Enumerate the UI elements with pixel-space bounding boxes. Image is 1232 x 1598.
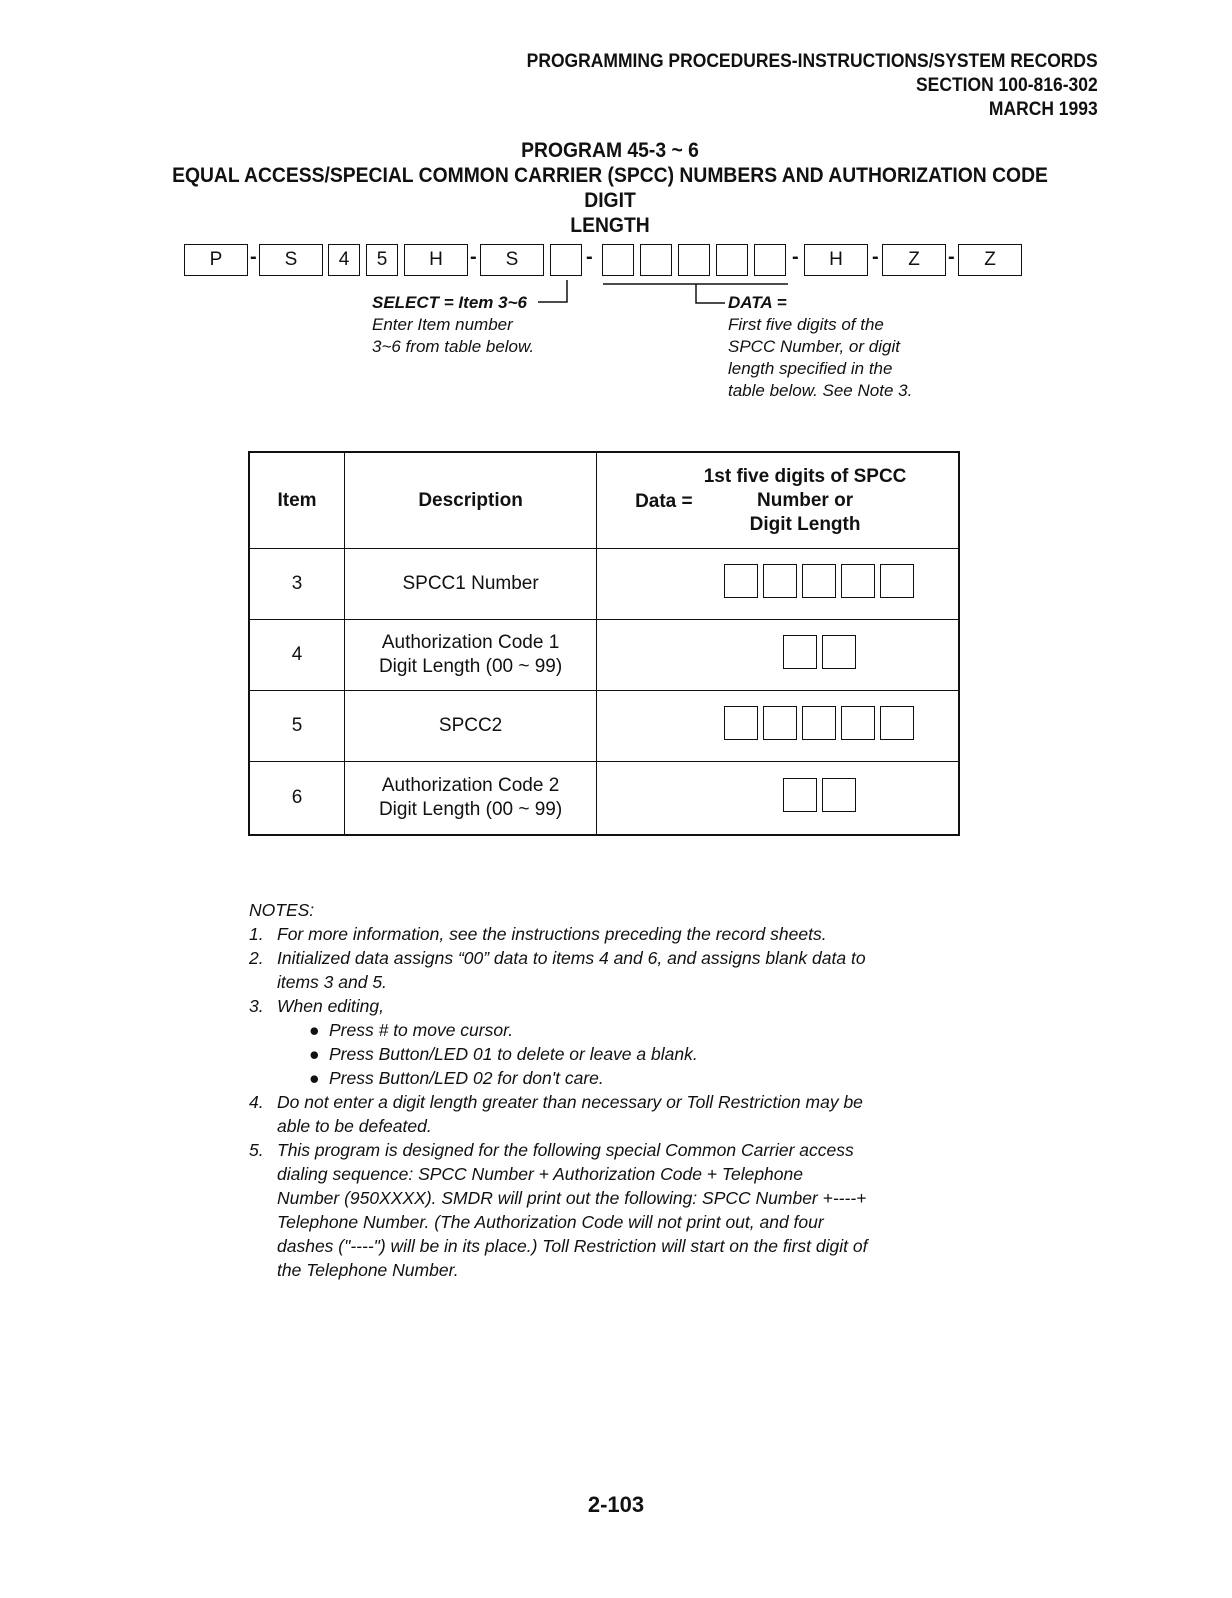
data-eq-label: Data = bbox=[635, 491, 693, 512]
key-z-2: Z bbox=[958, 244, 1022, 276]
key-dash: - bbox=[470, 246, 477, 268]
note-number: 3. bbox=[249, 996, 264, 1016]
program-number: PROGRAM 45-3 ~ 6 bbox=[521, 139, 699, 162]
key-dash: - bbox=[948, 246, 955, 268]
note-3 bbox=[249, 994, 869, 1018]
row-description bbox=[345, 691, 597, 762]
data-header-text: Number or bbox=[757, 490, 854, 511]
table-row bbox=[249, 549, 959, 620]
note-number: 4. bbox=[249, 1092, 264, 1112]
note-number: 5. bbox=[249, 1140, 264, 1160]
bullet-text: Press Button/LED 01 to delete or leave a blank. bbox=[329, 1044, 698, 1064]
key-dash: - bbox=[586, 246, 593, 268]
row-desc-line: SPCC2 bbox=[438, 715, 503, 736]
data-box-1 bbox=[602, 244, 634, 276]
table-row bbox=[249, 620, 959, 691]
row-data bbox=[597, 691, 959, 762]
key-dash: - bbox=[872, 246, 879, 268]
row-description bbox=[345, 762, 597, 836]
data-entry-box bbox=[802, 564, 836, 598]
data-entry-box bbox=[763, 706, 797, 740]
row-item: 6 bbox=[249, 762, 345, 836]
row-item: 3 bbox=[249, 549, 345, 620]
row-desc-line: SPCC1 Number bbox=[402, 573, 539, 594]
notes-section bbox=[249, 898, 869, 1282]
note-text: Do not enter a digit length greater than necessary or Toll Restriction may be able to be defeated. bbox=[277, 1092, 863, 1136]
bullet-icon: ● bbox=[309, 1020, 320, 1040]
row-data bbox=[597, 620, 959, 691]
note-number: 2. bbox=[249, 948, 264, 968]
select-label-text: Enter Item number bbox=[372, 315, 513, 334]
header-title: PROGRAMMING PROCEDURES-INSTRUCTIONS/SYSTEM RECORDS bbox=[526, 51, 1098, 72]
data-entry-box bbox=[783, 778, 817, 812]
col-item-header: Item bbox=[249, 452, 345, 549]
document-header bbox=[527, 50, 1098, 122]
page-number: 2-103 bbox=[587, 1492, 645, 1517]
key-s: S bbox=[259, 244, 323, 276]
row-description bbox=[345, 549, 597, 620]
note-1 bbox=[249, 922, 869, 946]
data-entry-box bbox=[822, 635, 856, 669]
data-box-3 bbox=[678, 244, 710, 276]
note-3-bullet-2 bbox=[249, 1042, 869, 1066]
select-box bbox=[550, 244, 582, 276]
data-entry-box bbox=[880, 564, 914, 598]
row-data bbox=[597, 762, 959, 836]
note-4 bbox=[249, 1090, 869, 1138]
key-z-1: Z bbox=[882, 244, 946, 276]
program-name-cont: LENGTH bbox=[570, 214, 650, 237]
notes-title: NOTES: bbox=[249, 900, 315, 920]
note-5 bbox=[249, 1138, 869, 1282]
table-row bbox=[249, 691, 959, 762]
note-number: 1. bbox=[249, 924, 264, 944]
key-h-end: H bbox=[804, 244, 868, 276]
data-label-text: length specified in the bbox=[728, 359, 893, 378]
row-description bbox=[345, 620, 597, 691]
note-text: Initialized data assigns “00” data to items 4 and 6, and assigns blank data to items 3 and 5. bbox=[277, 948, 866, 992]
key-dash: - bbox=[792, 246, 799, 268]
row-item: 4 bbox=[249, 620, 345, 691]
data-box-5 bbox=[754, 244, 786, 276]
note-3-bullet-1 bbox=[249, 1018, 869, 1042]
select-label-text: 3~6 from table below. bbox=[372, 337, 535, 356]
data-entry-box bbox=[724, 706, 758, 740]
data-label bbox=[728, 292, 912, 402]
row-desc-line: Digit Length (00 ~ 99) bbox=[378, 656, 563, 677]
note-text: This program is designed for the following special Common Carrier access dialing sequence: SPCC Number + Authorization Code + Telephone Number (950XXXX). SMDR will print out the following: SPCC Number +----+ Telephone Number. (The Authorization Code will not print out, and four dashes ("----") will be in its place.) Toll Restriction will start on the first digit of the Telephone Number. bbox=[277, 1140, 868, 1280]
data-entry-box bbox=[822, 778, 856, 812]
header-section: SECTION 100-816-302 bbox=[916, 75, 1098, 96]
bullet-icon: ● bbox=[309, 1044, 320, 1064]
col-description-header: Description bbox=[345, 452, 597, 549]
bullet-text: Press Button/LED 02 for don't care. bbox=[329, 1068, 604, 1088]
data-label-text: table below. See Note 3. bbox=[728, 381, 913, 400]
program-title bbox=[110, 138, 1110, 238]
data-entry-box bbox=[841, 706, 875, 740]
program-name: EQUAL ACCESS/SPECIAL COMMON CARRIER (SPCC) NUMBERS AND AUTHORIZATION CODE DIGIT bbox=[172, 164, 1048, 212]
row-item: 5 bbox=[249, 691, 345, 762]
data-entry-box bbox=[783, 635, 817, 669]
data-box-4 bbox=[716, 244, 748, 276]
data-header-text: 1st five digits of SPCC bbox=[703, 466, 907, 487]
select-label bbox=[372, 292, 534, 358]
key-s-select: S bbox=[480, 244, 544, 276]
data-label-text: SPCC Number, or digit bbox=[728, 337, 900, 356]
row-desc-line: Authorization Code 2 bbox=[381, 775, 560, 796]
data-entry-box bbox=[880, 706, 914, 740]
col-data-header bbox=[597, 452, 959, 549]
key-dash: - bbox=[250, 246, 257, 268]
select-label-title: SELECT = Item 3~6 bbox=[372, 293, 527, 312]
row-data bbox=[597, 549, 959, 620]
key-4: 4 bbox=[328, 244, 360, 276]
data-label-title: DATA = bbox=[728, 293, 787, 312]
data-entry-box bbox=[841, 564, 875, 598]
data-header-text: Digit Length bbox=[749, 514, 861, 535]
data-label-text: First five digits of the bbox=[728, 315, 884, 334]
row-desc-line: Authorization Code 1 bbox=[381, 632, 560, 653]
data-entry-box bbox=[802, 706, 836, 740]
data-entry-box bbox=[763, 564, 797, 598]
program-table bbox=[248, 451, 960, 836]
note-3-bullet-3 bbox=[249, 1066, 869, 1090]
header-date: MARCH 1993 bbox=[989, 99, 1098, 120]
bullet-icon: ● bbox=[309, 1068, 320, 1088]
data-entry-box bbox=[724, 564, 758, 598]
key-h: H bbox=[404, 244, 468, 276]
key-5: 5 bbox=[366, 244, 398, 276]
table-header-row bbox=[249, 452, 959, 549]
key-p: P bbox=[184, 244, 248, 276]
data-box-2 bbox=[640, 244, 672, 276]
bullet-text: Press # to move cursor. bbox=[329, 1020, 514, 1040]
note-text: For more information, see the instructions preceding the record sheets. bbox=[277, 924, 827, 944]
note-2 bbox=[249, 946, 869, 994]
note-text: When editing, bbox=[277, 996, 385, 1016]
table-row bbox=[249, 762, 959, 836]
row-desc-line: Digit Length (00 ~ 99) bbox=[378, 799, 563, 820]
